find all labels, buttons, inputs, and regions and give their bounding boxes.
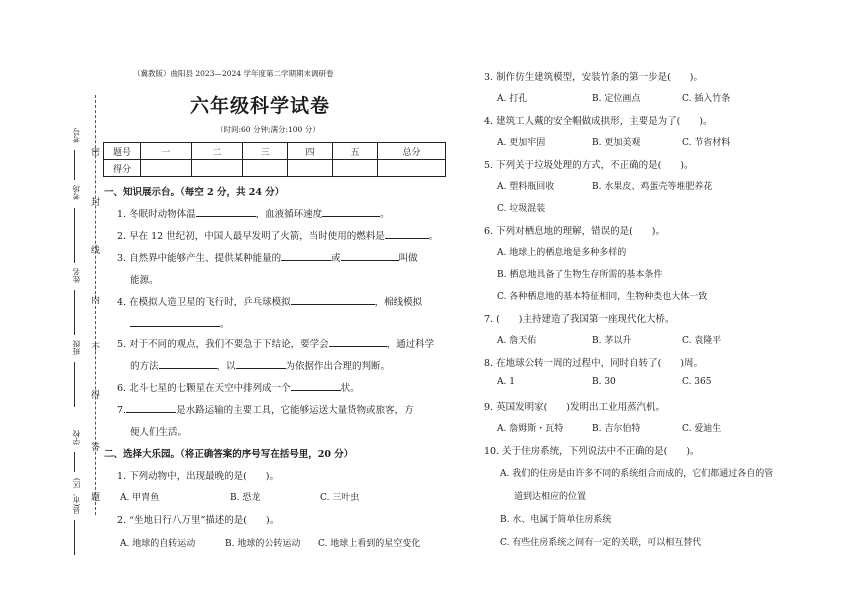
binding-line <box>74 290 75 335</box>
fill-question-4 <box>117 294 422 308</box>
q2-text-c: 。 <box>428 231 439 242</box>
binding-line <box>74 362 75 407</box>
q4-text-c: 。 <box>220 319 230 330</box>
q2-text-a: 2. 早在 12 世纪初，中国人最早发明了火箭，当时使用的燃料是 <box>117 231 385 242</box>
mc-question-10-stem: 10. 关于住房系统，下列说法中不正确的是( )。 <box>484 446 700 457</box>
score-header-cell: 题号 <box>104 143 141 160</box>
q5-text-d: ，以 <box>216 361 236 372</box>
score-header-cell: 三 <box>243 143 288 160</box>
binding-label-name: 姓名 <box>72 268 81 283</box>
fill-question-7 <box>117 402 414 416</box>
score-row-label: 得分 <box>104 160 141 177</box>
section2-title: 二、选择大乐园。（将正确答案的序号写在括号里，20 分） <box>104 449 354 460</box>
seal-char: 得 <box>91 391 101 401</box>
mc-q5-option-a[interactable]: A. 塑料瓶回收 <box>497 182 555 192</box>
binding-label-exam-number: 考号 <box>72 128 81 143</box>
mc-question-8-stem: 8. 在地球公转一周的过程中，同时自转了( )周。 <box>484 358 703 369</box>
mc-q8-option-b[interactable]: B. 30 <box>592 377 616 387</box>
mc-q4-option-c[interactable]: C. 节省材料 <box>682 138 731 148</box>
q5-text-e: 为依据作出合理的判断。 <box>285 361 391 372</box>
q5-blank-2[interactable] <box>159 358 217 369</box>
mc-q10-option-a[interactable]: A. 我们的住房是由许多不同的系统组合而成的，它们都通过各自的管 <box>500 469 774 479</box>
q5-blank-3[interactable] <box>236 358 286 369</box>
score-header-cell: 二 <box>192 143 243 160</box>
mc-q4-option-a[interactable]: A. 更加牢固 <box>497 138 546 148</box>
fill-question-5 <box>117 336 434 350</box>
binding-line <box>74 520 75 555</box>
mc-q10-option-c[interactable]: C. 有些住房系统之间有一定的关联，可以相互替代 <box>500 538 702 548</box>
mc-question-1-stem: 1. 下列动物中，出现最晚的是( )。 <box>117 471 279 482</box>
seal-char: 内 <box>91 296 101 306</box>
mc-q8-option-c[interactable]: C. 365 <box>682 377 712 387</box>
mc-q8-option-a[interactable]: A. 1 <box>497 377 515 387</box>
score-header-cell: 五 <box>333 143 378 160</box>
mc-q3-option-b[interactable]: B. 定位画点 <box>592 94 641 104</box>
seal-char: 答 <box>91 443 101 453</box>
mc-q4-option-b[interactable]: B. 更加美观 <box>592 138 641 148</box>
q3-text-a: 3. 自然界中能够产生、提供某种能量的 <box>117 253 282 264</box>
q4-text-b: ，棉线模拟 <box>374 297 423 308</box>
score-table-header-row <box>104 143 446 160</box>
q4-text-a: 4. 在模拟人造卫星的飞行时，乒乓球模拟 <box>117 297 291 308</box>
mc-q10-option-b[interactable]: B. 水、电属于简单住房系统 <box>500 515 612 525</box>
binding-label-class: 班级 <box>72 340 81 355</box>
q4-blank-1[interactable] <box>291 294 375 305</box>
score-cell[interactable] <box>141 160 192 177</box>
mc-q6-option-b[interactable]: B. 栖息地具备了生物生存所需的基本条件 <box>497 270 663 280</box>
mc-question-2-stem: 2. “坐地日行八万里”描述的是( )。 <box>117 515 280 526</box>
q7-text-c: 便人们生活。 <box>130 427 188 438</box>
q1-text-b: ，血液循环速度 <box>255 209 323 220</box>
seal-char: 不 <box>91 343 101 353</box>
seal-char: 线 <box>91 246 101 256</box>
mc-q7-option-b[interactable]: B. 茅以升 <box>592 336 632 346</box>
exam-title: 六年级科学试卷 <box>190 95 331 117</box>
mc-question-3-stem: 3. 制作仿生建筑模型，安装竹条的第一步是( )。 <box>484 72 703 83</box>
q7-blank-1[interactable] <box>126 402 176 413</box>
q1-text-c: 。 <box>380 209 390 220</box>
binding-label-school: 学校 <box>72 430 81 445</box>
mc-q9-option-a[interactable]: A. 詹姆斯・瓦特 <box>497 424 564 434</box>
q6-text-b: 状。 <box>340 383 360 394</box>
score-header-cell: 总分 <box>378 143 446 160</box>
seal-char: 题 <box>91 493 101 503</box>
binding-label-county: 县(市、区) <box>72 478 81 514</box>
q7-text-a: 7. <box>117 405 127 416</box>
q1-blank-1[interactable] <box>196 206 256 217</box>
mc-q2-option-b[interactable]: B. 地球的公转运动 <box>225 539 301 549</box>
mc-q3-option-a[interactable]: A. 打孔 <box>497 94 528 104</box>
q3-text-c: 叫做 <box>398 253 418 264</box>
mc-q3-option-c[interactable]: C. 插入竹条 <box>682 94 731 104</box>
mc-question-4-stem: 4. 建筑工人戴的安全帽做成拱形，主要是为了( )。 <box>484 116 713 127</box>
q2-blank-1[interactable] <box>385 228 429 239</box>
q6-blank-1[interactable] <box>291 380 341 391</box>
q4-line-2 <box>130 316 230 330</box>
mc-question-6-stem: 6. 下列对栖息地的理解，错误的是( )。 <box>484 226 665 237</box>
q5-text-b: ，通过科学 <box>386 339 435 350</box>
q6-text-a: 6. 北斗七星的七颗星在天空中排列成一个 <box>117 383 291 394</box>
score-cell[interactable] <box>333 160 378 177</box>
q7-text-b: 是水路运输的主要工具，它能够运送大量货物或旅客，方 <box>176 405 414 416</box>
mc-q6-option-c[interactable]: C. 各种栖息地的基本特征相同，生物种类也大体一致 <box>497 292 708 302</box>
mc-q2-option-a[interactable]: A. 地球的自转运动 <box>120 539 196 549</box>
section1-title: 一、知识展示台。（每空 2 分，共 24 分） <box>104 187 285 198</box>
mc-q9-option-b[interactable]: B. 吉尔伯特 <box>592 424 641 434</box>
mc-q2-option-c[interactable]: C. 地球上看到的星空变化 <box>318 539 421 549</box>
binding-label-exam-room: 考场 <box>72 185 81 200</box>
seal-char: 密 <box>91 148 101 158</box>
q3-blank-2[interactable] <box>341 250 399 261</box>
fill-question-1 <box>117 206 390 220</box>
q4-blank-2[interactable] <box>130 316 220 327</box>
exam-time-info: （时间:60 分钟;满分:100 分） <box>216 125 320 134</box>
score-header-cell: 四 <box>288 143 333 160</box>
q3-text-d: 能源。 <box>130 275 159 286</box>
mc-q10-option-a-cont: 道到达相应的位置 <box>514 492 587 502</box>
mc-q9-option-c[interactable]: C. 爱迪生 <box>682 424 722 434</box>
score-cell[interactable] <box>378 160 446 177</box>
score-header-cell: 一 <box>141 143 192 160</box>
mc-q1-option-c[interactable]: C. 三叶虫 <box>320 493 360 503</box>
q1-text-a: 1. 冬眠时动物体温 <box>117 209 196 220</box>
mc-q1-option-b[interactable]: B. 恐龙 <box>230 493 261 503</box>
q5-text-a: 5. 对于不同的观点，我们不要急于下结论，要学会 <box>117 339 329 350</box>
binding-line <box>74 208 75 263</box>
binding-line <box>74 452 75 472</box>
mc-question-5-stem: 5. 下列关于垃圾处理的方式，不正确的是( )。 <box>484 160 694 171</box>
q1-blank-2[interactable] <box>322 206 380 217</box>
fill-question-3 <box>117 250 418 264</box>
q3-text-b: 或 <box>331 253 341 264</box>
score-table <box>103 142 446 177</box>
score-cell[interactable] <box>243 160 288 177</box>
score-table-score-row <box>104 160 446 177</box>
mc-q5-option-c[interactable]: C. 垃圾混装 <box>497 204 546 214</box>
fill-question-6 <box>117 380 360 394</box>
mc-q6-option-a[interactable]: A. 地球上的栖息地是多种多样的 <box>497 248 627 258</box>
mc-question-7-stem: 7. ( )主持建造了我国第一座现代化大桥。 <box>484 314 675 325</box>
exam-subtitle: （冀教版）曲阳县 2023—2024 学年度第二学期期末调研卷 <box>133 69 334 78</box>
mc-q5-option-b[interactable]: B. 水果皮、鸡蛋壳等堆肥养花 <box>592 182 713 192</box>
q5-blank-1[interactable] <box>329 336 387 347</box>
binding-line <box>74 150 75 180</box>
seal-char: 封 <box>91 198 101 208</box>
mc-q7-option-a[interactable]: A. 詹天佑 <box>497 336 537 346</box>
q3-blank-1[interactable] <box>281 250 331 261</box>
score-cell[interactable] <box>288 160 333 177</box>
q5-line-2 <box>130 358 390 372</box>
score-cell[interactable] <box>192 160 243 177</box>
mc-question-9-stem: 9. 英国发明家( )发明出工业用蒸汽机。 <box>484 402 665 413</box>
fill-question-2 <box>117 228 438 242</box>
q5-text-c: 的方法 <box>130 361 159 372</box>
mc-q7-option-c[interactable]: C. 袁隆平 <box>682 336 722 346</box>
mc-q1-option-a[interactable]: A. 甲胄鱼 <box>120 493 160 503</box>
